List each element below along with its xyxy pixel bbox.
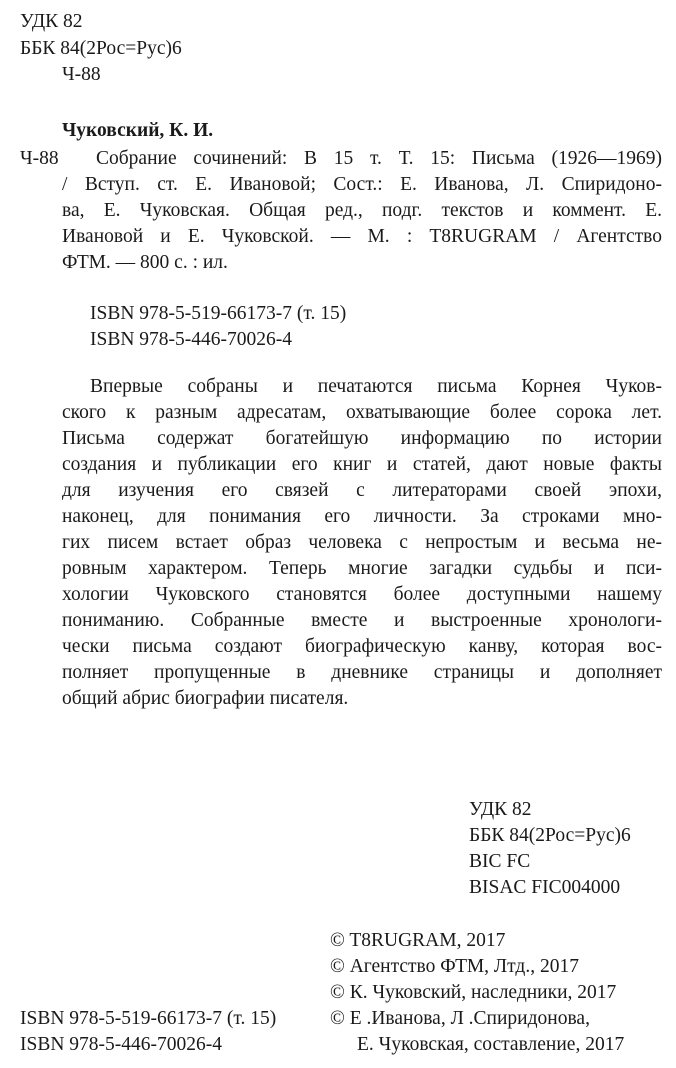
annotation-line: для изучения его связей с литераторами своей эпохи,	[62, 480, 662, 501]
udk-code: УДК 82	[20, 11, 83, 32]
annotation-line: ского к разным адресатам, охватывающие более сорока лет.	[62, 402, 662, 423]
annotation-line: общий абрис биографии писателя.	[62, 688, 349, 709]
record-line: Ивановой и Е. Чуковской. — М. : T8RUGRAM / Агентство	[62, 226, 662, 247]
footer-isbn-set: ISBN 978-5-446-70026-4	[20, 1034, 223, 1055]
copyright-line: © Е .Иванова, Л .Спиридонова,	[330, 1008, 590, 1029]
copyright-line: © T8RUGRAM, 2017	[330, 930, 506, 951]
annotation-line: наконец, для понимания его личности. За строками мно-	[62, 506, 662, 527]
bbk-code: ББК 84(2Рос=Рус)6	[20, 38, 182, 59]
annotation-line: Письма содержат богатейшую информацию по истории	[62, 428, 662, 449]
annotation-line: полняет пропущенные в дневнике страницы и дополняет	[62, 662, 662, 683]
annotation-line: чески письма создают биографическую канву, которая вос-	[62, 636, 662, 657]
author-mark: Ч-88	[62, 64, 101, 85]
record-line: ва, Е. Чуковская. Общая ред., подг. текстов и коммент. Е.	[62, 200, 662, 221]
copyright-line: Е. Чуковская, составление, 2017	[357, 1034, 625, 1055]
classification-bic: BIC FC	[469, 851, 531, 872]
record-line: / Вступ. ст. Е. Ивановой; Сост.: Е. Иванова, Л. Спиридоно-	[62, 174, 662, 195]
record-description	[62, 146, 662, 276]
annotation-line: Впервые собраны и печатаются письма Корнея Чуков-	[90, 376, 662, 397]
annotation-line: ровным характером. Теперь многие загадки судьбы и пси-	[62, 558, 662, 579]
record-author: Чуковский, К. И.	[62, 120, 214, 141]
annotation-line: гих писем встает образ человека с непростым и весьма не-	[62, 532, 662, 553]
record-isbn-set: ISBN 978-5-446-70026-4	[90, 329, 293, 350]
annotation-paragraph	[62, 374, 662, 712]
copyright-line: © К. Чуковский, наследники, 2017	[330, 982, 617, 1003]
classification-bbk: ББК 84(2Рос=Рус)6	[469, 825, 631, 846]
annotation-line: создания и публикации его книг и статей, дают новые факты	[62, 454, 662, 475]
record-isbn-volume: ISBN 978-5-519-66173-7 (т. 15)	[90, 303, 347, 324]
footer-isbn-volume: ISBN 978-5-519-66173-7 (т. 15)	[20, 1008, 277, 1029]
annotation-line: хологии Чуковского становятся более доступными нашему	[62, 584, 662, 605]
annotation-line: пониманию. Собранные вместе и выстроенные хронологи-	[62, 610, 662, 631]
record-side-mark: Ч-88	[20, 148, 59, 169]
record-line: ФТМ. — 800 с. : ил.	[62, 252, 228, 273]
record-line: Собрание сочинений: В 15 т. Т. 15: Письма (1926—1969)	[96, 148, 662, 169]
copyright-line: © Агентство ФТМ, Лтд., 2017	[330, 956, 579, 977]
classification-udk: УДК 82	[469, 799, 532, 820]
classification-bisac: BISAC FIC004000	[469, 877, 621, 898]
